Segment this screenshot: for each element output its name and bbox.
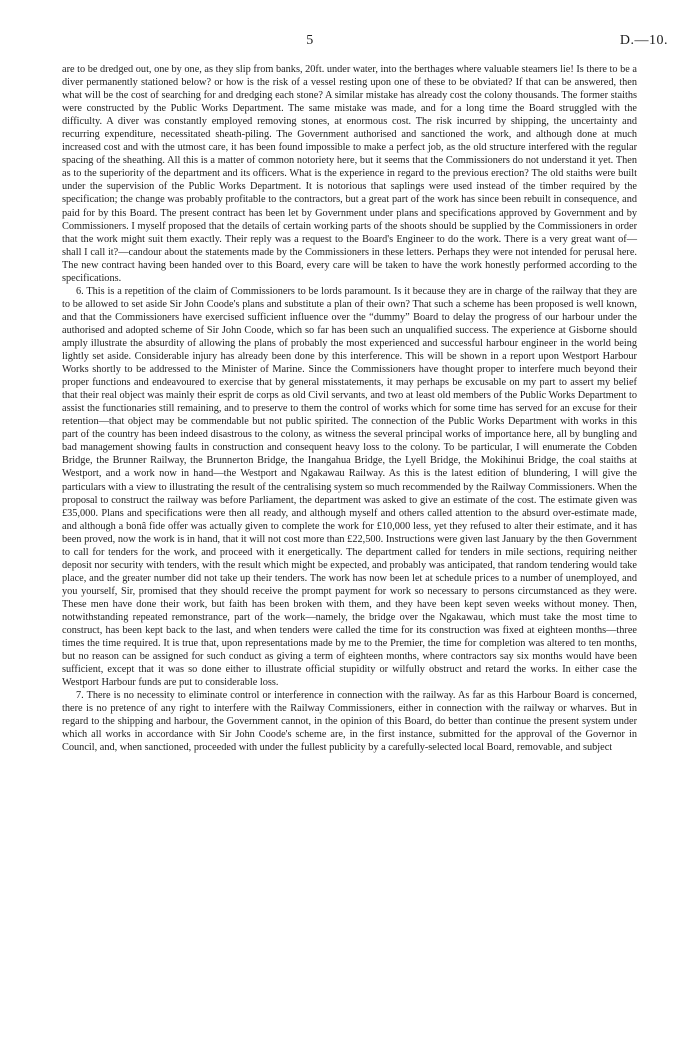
paragraph-7: 7. There is no necessity to eliminate control or interference in connection with the railway. As far as this Harbour Board is concerned, there is no pretence of any right to interfere with the Railway Commissioners, either in connection with the railway or wharves. But in regard to the shipping and harbour, the Government cannot, in the opinion of this Board, do better than continue the present system under which all works in accordance with Sir John Coode's scheme are, in the first instance, submitted for the approval of the Governor in Council, and, when sanctioned, proceeded with under the fullest publicity by a carefully-selected local Board, removable, and subject [62,690,637,754]
body-text [62,63,637,754]
page-number: 5 [306,33,314,48]
document-reference: D.—10. [619,33,668,48]
paragraph-6: 6. This is a repetition of the claim of Commissioners to be lords paramount. Is it because they are in charge of the railway that they are to be allowed to set aside Sir John Coode's plans and substitute a plan of their own? That such a scheme has been proposed is well known, and that the Commissioners have exercised sufficient influence over the “dummy” Board to delay the progress of our harbour under the authorised and adopted scheme of Sir John Coode, which so far has been such an unqualified success. The experience at Gisborne should amply illustrate the absurdity of allowing the plans of probably the most experienced and successful harbour engineer in the world being lightly set aside. Considerable injury has already been done by this interference. This will be shown in a report upon Westport Harbour Works shortly to be addressed to the Minister of Marine. Since the Commissioners have thought proper to interfere much beyond their proper functions and endeavoured to exercise that by general misstatements, it may perhaps be excusable on my part to assert my belief that their real object was mainly their esprit de corps as old Civil servants, and two at least old members of the Public Works Department to assist the functionaries still remaining, and to preserve to them the control of works which for some time has served for an excuse for their retention—that object may be commendable but not public spirited. The connection of the Public Works Department with works in this part of the country has been indeed disastrous to the colony, as witness the several principal works of importance here, all by bungling and bad management showing faults in construction and consequent heavy loss to the colony. To be particular, I will enumerate the Cobden Bridge, the Brunner Railway, the Brunnerton Bridge, the Inangahua Bridge, the Lyell Bridge, the Mokihinui Bridge, the coal staiths at Westport, and a work now in hand—the Westport and Ngakawau Railway. As this is the latest edition of blundering, I will give the particulars with a view to illustrating the result of the centralising system so much recommended by the Railway Commissioners. When the proposal to construct the railway was before Parliament, the department was asked to give an estimate of the cost. The estimate given was £35,000. Plans and specifications were then all ready, and although myself and others called attention to the absurd over-estimate made, and although a bonâ fide offer was actually given to complete the work for £10,000 less, yet they refused to alter their estimate, and it has been proved, now the work is in hand, that it will not cost more than £22,500. Instructions were given last January by the then Government to call for tenders for the work, and proceed with it energetically. The department called for tenders in mile sections, requiring neither deposit nor security with tenders, with the result which might be expected, and probably was anticipated, that random tendering would take place, and the greater number did not take up their tenders. The work has now been let at schedule prices to a number of unemployed, and you yourself, Sir, promised that they should receive the prompt payment for work so necessary to persons circumstanced as they were. These men have done their work, but faith has been broken with them, and they have been kept seven weeks without money. Then, notwithstanding repeated remonstrance, part of the work—namely, the bridge over the Ngakawau, which must take the most time to construct, has been kept back to the last, and when tenders were called the time for its construction was fixed at eighteen months—three times the time required. It is true that, upon representations made by me to the Premier, the time for completion was altered to ten months, but no reason can be assigned for such conduct as giving a term of eighteen months, where contractors say six months would have been sufficient, except that it was so done either to illustrate official stupidity or wilfully obstruct and retard the works. In either case the Westport Harbour funds are put to considerable loss. [62,285,637,689]
paragraph-continuation: are to be dredged out, one by one, as they slip from banks, 20ft. under water, into the berthages where valuable steamers lie! Is there to be a diver permanently stationed below? or how is the risk of a vessel resting upon one of these to be obviated? If that can be answered, then what will be the cost of searching for and dredging each stone? A similar mistake has already cost the colony thousands. The former staiths were constructed by the Public Works Department. The same mistake was made, and for a long time the Board struggled with the difficulty. A diver was constantly employed removing stones, at enormous cost. The risk incurred by shipping, the uncertainty and recurring expenditure, necessitated sheath-piling. The Government authorised and sanctioned the work, and although done at much increased cost and with the utmost care, it has been found impossible to make a perfect job, as the old structure interfered with the regular spacing of the sheathing. All this is a matter of common notoriety here, but it seems that the Commissioners do not understand it yet. Then as to the superiority of the department and its officers. What is the experience in regard to the previous erection? The old staiths were built under the supervision of the Public Works Department. It is notorious that saplings were used instead of the timber required by the specification; the change was probably profitable to the contractors, but a great part of the work has since been rebuilt in consequence, and paid for by this Board. The present contract has been let by Government under plans and specifications approved by Government and by Commissioners. I myself proposed that the details of certain working parts of the shoots should be supplied by the Commissioners in order that the work might suit them exactly. Their reply was a request to the Board's Engineer to do the work. There is a very great want of—shall I call it?—candour about the statements made by the Commissioners in these letters. Perhaps they were not intended for perusal here. The new contract having been handed over to this Board, every care will be taken to have the work honestly performed according to the specifications. [62,64,637,284]
